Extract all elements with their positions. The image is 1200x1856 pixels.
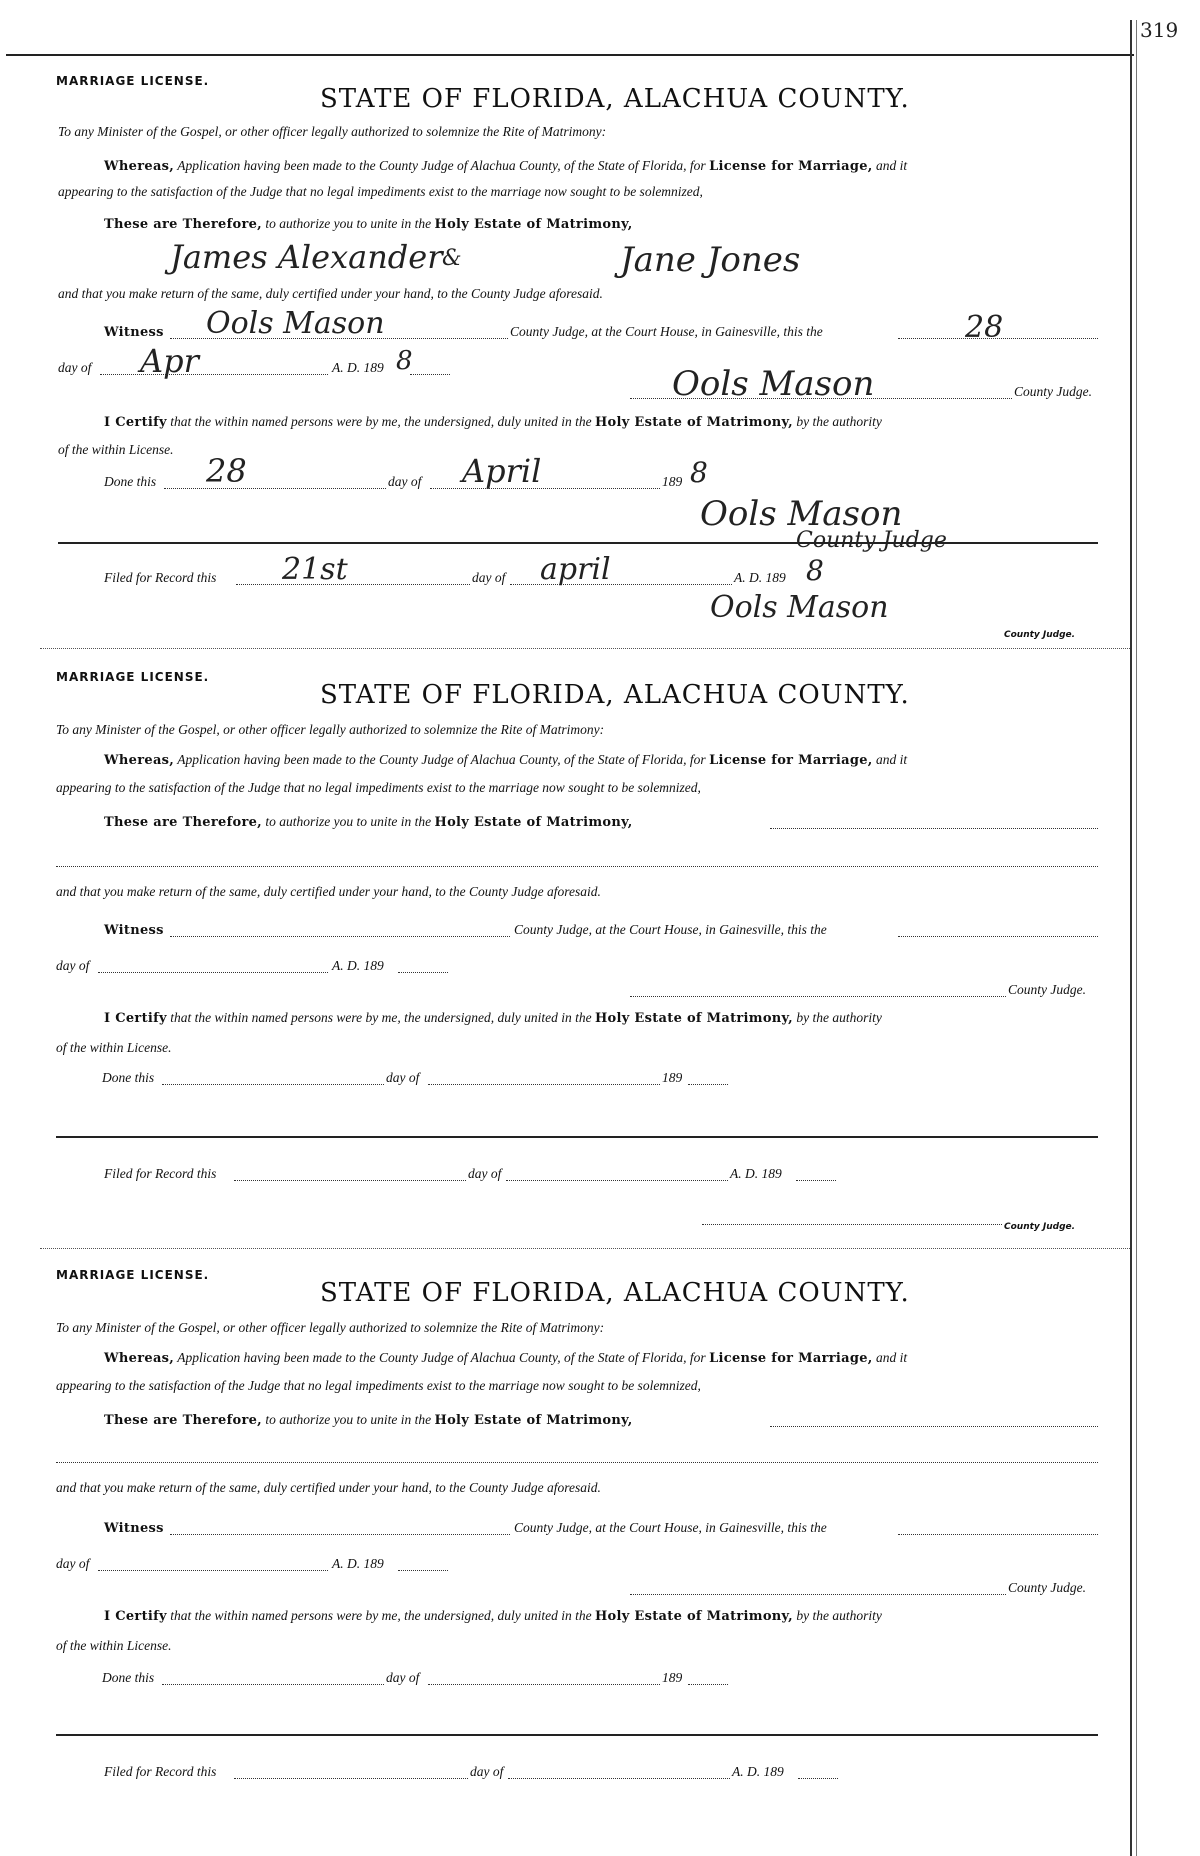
- county-judge-small: County Judge.: [1004, 1222, 1076, 1232]
- license-for-marriage: License for Marriage,: [709, 159, 873, 174]
- witness-label: Witness: [104, 325, 164, 340]
- appearing-line: appearing to the satisfaction of the Judge that no legal impediments exist to the marriage now sought to be solemnized,: [58, 184, 703, 199]
- certify-text: that the within named persons were by me, the undersigned, duly united in the: [170, 414, 592, 429]
- done-month: April: [462, 452, 542, 490]
- authorize-text: to authorize you to unite in the: [265, 1412, 432, 1427]
- whereas-word: Whereas,: [104, 1351, 175, 1366]
- of-license: of the within License.: [58, 442, 174, 457]
- of-license: of the within License.: [56, 1638, 172, 1653]
- of-license: of the within License.: [56, 1040, 172, 1055]
- ad-label: A. D. 189: [332, 360, 384, 375]
- these-are-therefore: These are Therefore,: [104, 217, 263, 232]
- day-of-label: day of: [58, 360, 92, 375]
- filed-label: Filed for Record this: [104, 1166, 217, 1181]
- bride-name: Jane Jones: [620, 240, 801, 280]
- done-day-of: day of: [386, 1070, 420, 1085]
- filed-day-of: day of: [468, 1166, 502, 1181]
- county-judge-label: County Judge.: [1014, 384, 1092, 399]
- filed-label: Filed for Record this: [104, 1764, 217, 1779]
- to-any-minister: To any Minister of the Gospel, or other officer legally authorized to solemnize the Rite of Matrimony:: [56, 722, 605, 737]
- this-the-line: [898, 1534, 1098, 1535]
- and-it: and it: [875, 158, 908, 173]
- witness-line: [170, 1534, 510, 1535]
- license-year-digit: 8: [396, 346, 413, 376]
- certify-signature: Ools Mason: [700, 494, 903, 534]
- done-day-of: day of: [388, 474, 422, 489]
- done-year-label: 189: [662, 1670, 683, 1685]
- done-day-of: day of: [386, 1670, 420, 1685]
- certify-text: that the within named persons were by me, the undersigned, duly united in the: [170, 1608, 592, 1623]
- groom-suffix-mark: &: [442, 246, 462, 271]
- appearing-line: appearing to the satisfaction of the Judge that no legal impediments exist to the marriage now sought to be solemnized,: [56, 1378, 701, 1393]
- filed-year: 8: [806, 554, 824, 587]
- holy-estate-certify: Holy Estate of Matrimony,: [594, 1011, 793, 1026]
- i-certify: I Certify: [104, 415, 167, 430]
- filed-day-of: day of: [470, 1764, 504, 1779]
- appearing-line: appearing to the satisfaction of the Judge that no legal impediments exist to the marriage now sought to be solemnized,: [56, 780, 701, 795]
- to-any-minister: To any Minister of the Gospel, or other officer legally authorized to solemnize the Rite of Matrimony:: [56, 1320, 605, 1335]
- county-judge-small: County Judge.: [1004, 630, 1076, 640]
- done-this-label: Done this: [102, 1070, 155, 1085]
- groom-name: James Alexander: [170, 238, 443, 276]
- by-authority: by the authority: [796, 414, 882, 429]
- done-this-line: [162, 1684, 384, 1685]
- make-return-line: and that you make return of the same, duly certified under your hand, to the County Judge aforesaid.: [56, 884, 601, 899]
- holy-estate: Holy Estate of Matrimony,: [434, 217, 633, 232]
- license-month: Apr: [140, 342, 199, 380]
- these-are-therefore: These are Therefore,: [104, 1413, 263, 1428]
- done-year: 8: [690, 456, 708, 489]
- right-margin-rule: [1130, 20, 1132, 1856]
- certify-rule: [56, 1734, 1098, 1736]
- county-judge-label: County Judge.: [1008, 982, 1086, 997]
- whereas-text: Application having been made to the County Judge of Alachua County, of the State of Florida, for: [177, 1350, 706, 1365]
- whereas-word: Whereas,: [104, 159, 175, 174]
- county-judge-at: County Judge, at the Court House, in Gainesville, this the: [514, 922, 827, 937]
- whereas-text: Application having been made to the County Judge of Alachua County, of the State of Florida, for: [177, 752, 706, 767]
- license-title: STATE OF FLORIDA, ALACHUA COUNTY.: [320, 1278, 910, 1308]
- witness-label: Witness: [104, 1521, 164, 1536]
- whereas-word: Whereas,: [104, 753, 175, 768]
- filed-day-of: day of: [472, 570, 506, 585]
- license-label: MARRIAGE LICENSE.: [56, 1268, 210, 1282]
- these-are-line: [104, 1412, 633, 1428]
- judge-signature: Ools Mason: [672, 364, 875, 404]
- witness-label: Witness: [104, 923, 164, 938]
- filed-ad: A. D. 189: [734, 570, 786, 585]
- filed-signature: Ools Mason: [710, 590, 889, 625]
- right-margin-rule-inner: [1136, 20, 1137, 1856]
- holy-estate: Holy Estate of Matrimony,: [434, 1413, 633, 1428]
- license-day: 28: [965, 310, 1004, 345]
- by-authority: by the authority: [796, 1608, 882, 1623]
- holy-estate-certify: Holy Estate of Matrimony,: [594, 1609, 793, 1624]
- ad-line: [398, 1570, 448, 1571]
- certify-line: [104, 1608, 882, 1624]
- license-title: STATE OF FLORIDA, ALACHUA COUNTY.: [320, 84, 910, 114]
- and-it: and it: [875, 1350, 908, 1365]
- county-judge-at: County Judge, at the Court House, in Gainesville, this the: [510, 324, 823, 339]
- judge-sig-line: [630, 1594, 1006, 1595]
- filed-label: Filed for Record this: [104, 570, 217, 585]
- ad-label: A. D. 189: [332, 1556, 384, 1571]
- county-judge-label: County Judge.: [1008, 1580, 1086, 1595]
- holy-estate: Holy Estate of Matrimony,: [434, 815, 633, 830]
- ad-label: A. D. 189: [332, 958, 384, 973]
- license-title: STATE OF FLORIDA, ALACHUA COUNTY.: [320, 680, 910, 710]
- page-number: 319: [1140, 18, 1179, 42]
- license-for-marriage: License for Marriage,: [709, 1351, 873, 1366]
- make-return-line: and that you make return of the same, duly certified under your hand, to the County Judge aforesaid.: [58, 286, 603, 301]
- license-for-marriage: License for Marriage,: [709, 753, 873, 768]
- filed-day-line: [234, 1778, 468, 1779]
- license-label: MARRIAGE LICENSE.: [56, 670, 210, 684]
- holy-estate-certify: Holy Estate of Matrimony,: [594, 415, 793, 430]
- and-it: and it: [875, 752, 908, 767]
- filed-month-line: [508, 1778, 730, 1779]
- done-year-label: 189: [662, 1070, 683, 1085]
- by-authority: by the authority: [796, 1010, 882, 1025]
- names-line: [56, 1462, 1098, 1463]
- filed-ad: A. D. 189: [730, 1166, 782, 1181]
- i-certify: I Certify: [104, 1609, 167, 1624]
- whereas-line: [104, 1350, 907, 1366]
- day-of-label: day of: [56, 958, 90, 973]
- i-certify: I Certify: [104, 1011, 167, 1026]
- done-month-line: [428, 1684, 660, 1685]
- day-of-line: [98, 1570, 328, 1571]
- filed-month: april: [540, 552, 611, 587]
- to-any-minister: To any Minister of the Gospel, or other officer legally authorized to solemnize the Rite of Matrimony:: [58, 124, 607, 139]
- authorize-line: [770, 1426, 1098, 1427]
- done-this-label: Done this: [104, 474, 157, 489]
- witness-signature: Ools Mason: [206, 306, 385, 341]
- license-label: MARRIAGE LICENSE.: [56, 74, 210, 88]
- day-of-label: day of: [56, 1556, 90, 1571]
- certify-signature-title: County Judge: [796, 528, 947, 553]
- filed-ad-line: [798, 1778, 838, 1779]
- authorize-text: to authorize you to unite in the: [265, 814, 432, 829]
- these-are-therefore: These are Therefore,: [104, 815, 263, 830]
- authorize-text: to authorize you to unite in the: [265, 216, 432, 231]
- county-judge-at: County Judge, at the Court House, in Gainesville, this the: [514, 1520, 827, 1535]
- done-day: 28: [206, 452, 247, 490]
- whereas-text: Application having been made to the County Judge of Alachua County, of the State of Florida, for: [177, 158, 706, 173]
- filed-day: 21st: [282, 552, 348, 587]
- make-return-line: and that you make return of the same, duly certified under your hand, to the County Judge aforesaid.: [56, 1480, 601, 1495]
- done-this-label: Done this: [102, 1670, 155, 1685]
- done-year-line: [688, 1684, 728, 1685]
- filed-ad: A. D. 189: [732, 1764, 784, 1779]
- certify-text: that the within named persons were by me, the undersigned, duly united in the: [170, 1010, 592, 1025]
- done-year-label: 189: [662, 474, 683, 489]
